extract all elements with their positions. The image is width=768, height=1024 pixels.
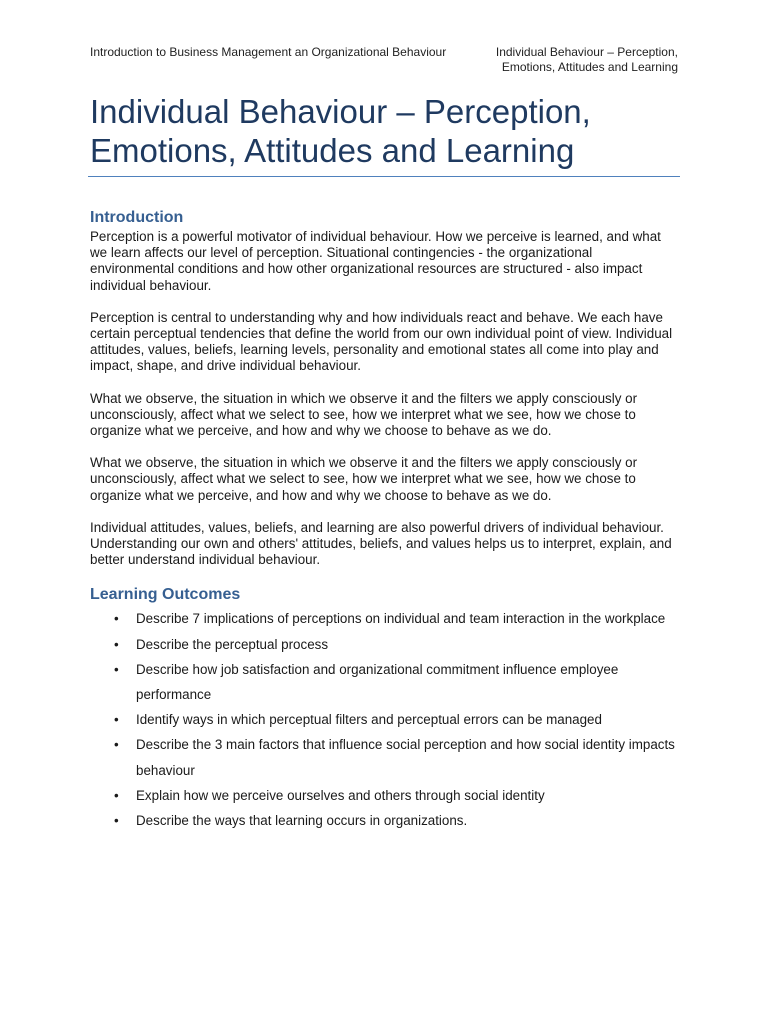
bullet-icon: •: [114, 611, 119, 627]
list-item: [90, 783, 680, 808]
bullet-icon: •: [114, 712, 119, 728]
chapter-body: [90, 207, 680, 833]
list-item: [90, 707, 680, 732]
bullet-icon: •: [114, 737, 119, 753]
list-item: [90, 732, 680, 782]
header-course-title: Introduction to Business Management an Organizational Behaviour: [90, 45, 447, 59]
bullet-icon: •: [114, 661, 119, 677]
list-item-text: Describe the 3 main factors that influence social perception and how social identity impacts behaviour: [136, 737, 675, 778]
title-divider: [88, 176, 680, 177]
intro-paragraph: What we observe, the situation in which we observe it and the filters we apply consciously or unconsciously, affect what we select to see, how we interpret what we see, how we chose to organize what we perceive, and how and why we choose to behave as we do.: [90, 390, 638, 439]
introduction-heading: Introduction: [90, 209, 184, 226]
intro-paragraph: Individual attitudes, values, beliefs, and learning are also powerful drivers of individual behaviour. Understanding our own and others' attitudes, beliefs, and values helps us to interpret, explain, and better understand individual behaviour.: [90, 519, 672, 568]
intro-paragraph: Perception is central to understanding why and how individuals react and behave. We each have certain perceptual tendencies that define the world from our own individual point of view. Individual attitudes, values, beliefs, learning levels, personality and emotional states all come into play and impact, shape, and drive individual behaviour.: [90, 309, 673, 374]
list-item: [90, 632, 680, 657]
bullet-icon: •: [114, 787, 119, 803]
list-item-text: Describe the perceptual process: [136, 636, 329, 652]
list-item-text: Explain how we perceive ourselves and others through social identity: [136, 787, 545, 803]
chapter-title: Individual Behaviour – Perception, Emotions, Attitudes and Learning: [90, 93, 591, 169]
header-chapter-title: Individual Behaviour – Perception, Emotions, Attitudes and Learning: [495, 45, 678, 74]
learning-outcomes-list: [90, 606, 680, 833]
list-item: [90, 808, 680, 833]
list-item: [90, 657, 680, 707]
list-item-text: Identify ways in which perceptual filters and perceptual errors can be managed: [136, 712, 602, 728]
bullet-icon: •: [114, 813, 119, 829]
intro-paragraph: What we observe, the situation in which we observe it and the filters we apply consciously or unconsciously, affect what we select to see, how we interpret what we see, how we chose to organize what we perceive, and how and why we choose to behave as we do.: [90, 455, 638, 503]
learning-outcomes-heading: Learning Outcomes: [90, 586, 241, 604]
intro-paragraph: Perception is a powerful motivator of individual behaviour. How we perceive is learned, and what we learn affects our level of perception. Situational contingencies - the organizational environmental conditions and how other organizational resources are structured - also impact individual behaviour.: [90, 229, 661, 293]
list-item-text: Describe 7 implications of perceptions on individual and team interaction in the workplace: [136, 611, 666, 627]
list-item-text: Describe the ways that learning occurs in organizations.: [136, 813, 468, 829]
list-item: [90, 606, 680, 631]
bullet-icon: •: [114, 636, 119, 652]
list-item-text: Describe how job satisfaction and organizational commitment influence employee performance: [136, 661, 619, 703]
